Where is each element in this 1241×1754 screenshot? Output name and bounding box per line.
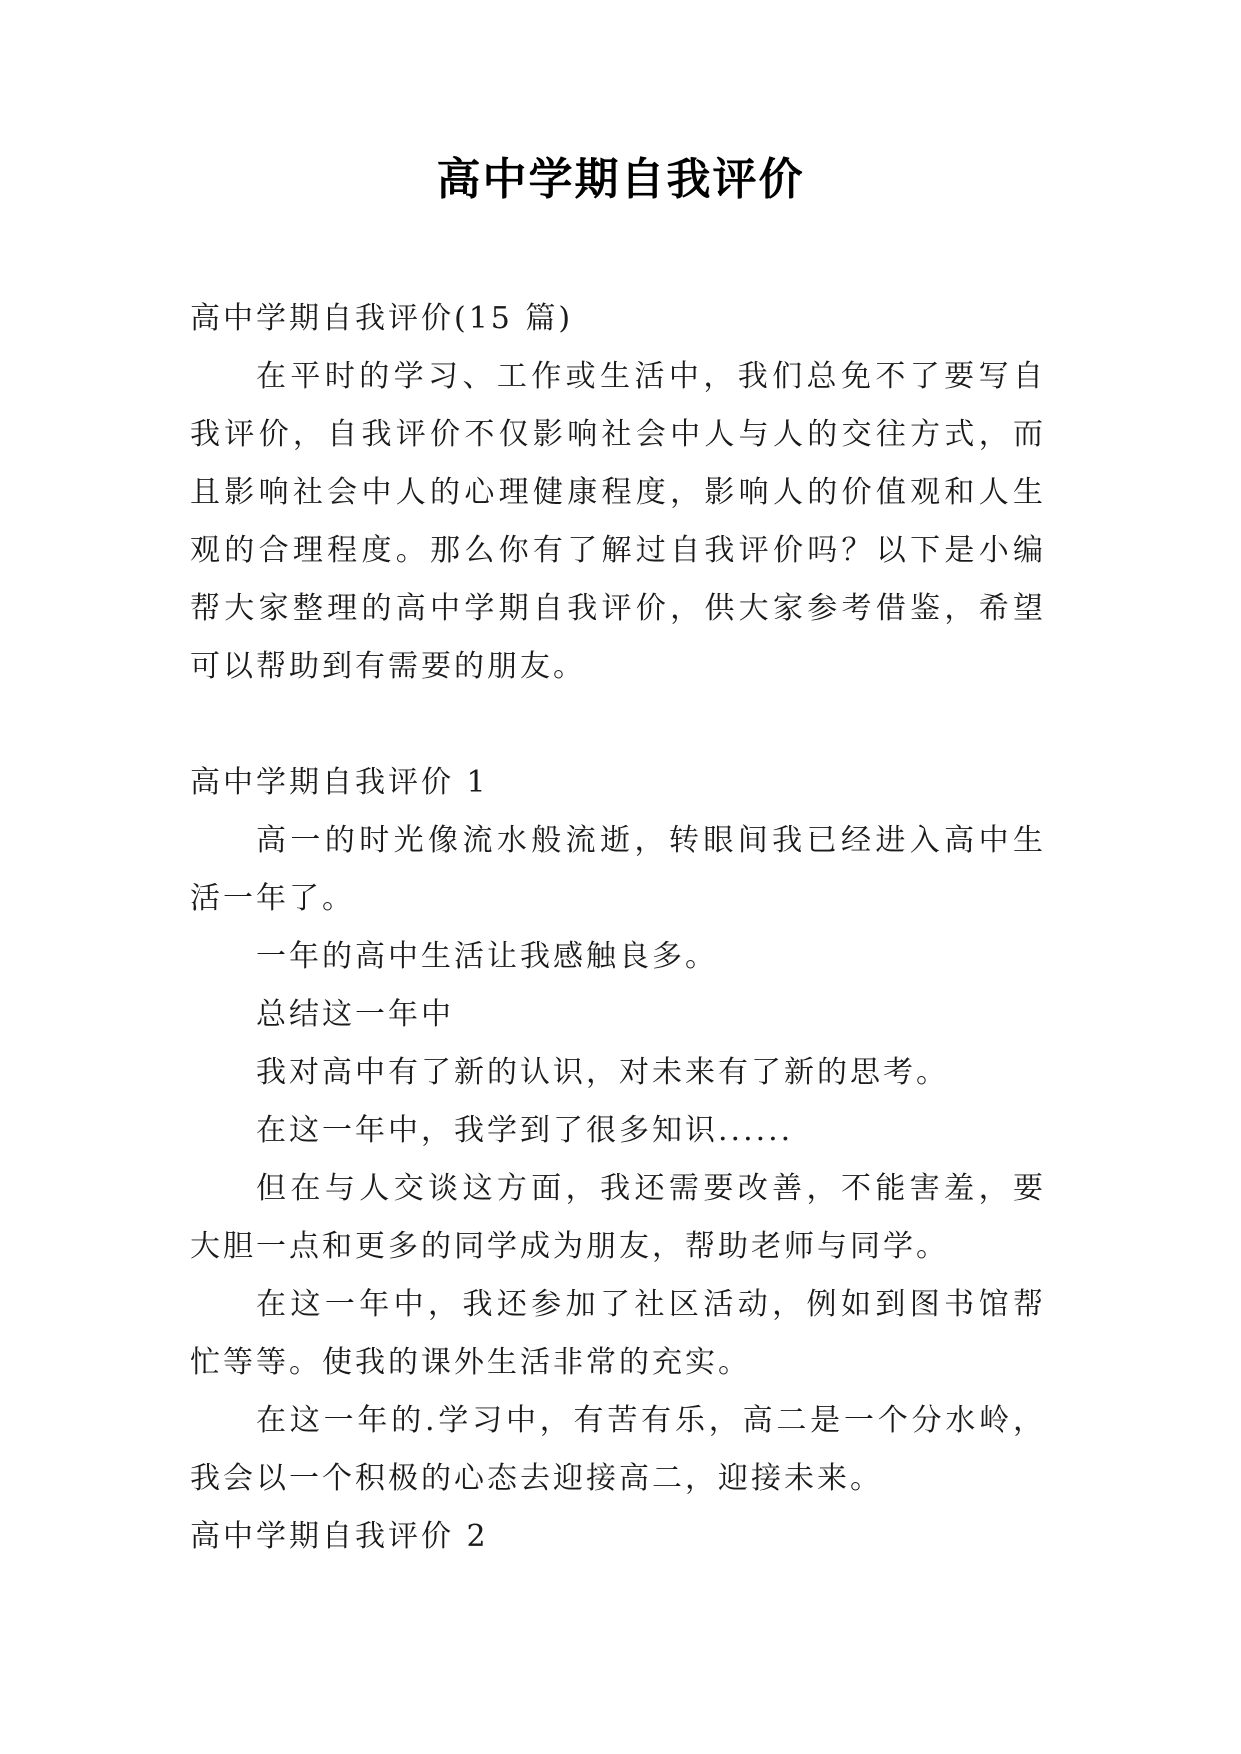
section1-paragraph: 但在与人交谈这方面，我还需要改善，不能害羞，要大胆一点和更多的同学成为朋友，帮助老师与同学。 [190,1171,1046,1264]
section1-paragraph: 在这一年中，我学到了很多知识...... [256,1113,794,1148]
document-body [190,290,1046,1566]
section1-paragraph: 我对高中有了新的认识，对未来有了新的思考。 [256,1055,949,1090]
section1-paragraph: 在这一年中，我还参加了社区活动，例如到图书馆帮忙等等。使我的课外生活非常的充实。 [190,1287,1046,1380]
section1-paragraph: 总结这一年中 [256,997,454,1032]
section-heading-1: 高中学期自我评价 1 [190,765,489,800]
section1-paragraph: 高一的时光像流水般流逝，转眼间我已经进入高中生活一年了。 [190,823,1046,916]
intro-paragraph: 在平时的学习、工作或生活中，我们总免不了要写自我评价，自我评价不仅影响社会中人与人的交往方式，而且影响社会中人的心理健康程度，影响人的价值观和人生观的合理程度。那么你有了解过自我评价吗？以下是小编帮大家整理的高中学期自我评价，供大家参考借鉴，希望可以帮助到有需要的朋友。 [190,359,1046,684]
section1-paragraph: 一年的高中生活让我感触良多。 [256,939,718,974]
paragraph-gap [190,696,1046,754]
document-subtitle: 高中学期自我评价(15 篇) [190,301,574,336]
section-heading-2: 高中学期自我评价 2 [190,1519,489,1554]
document-title: 高中学期自我评价 [436,154,805,205]
section1-paragraph: 在这一年的.学习中，有苦有乐，高二是一个分水岭，我会以一个积极的心态去迎接高二，迎接未来。 [190,1403,1046,1496]
